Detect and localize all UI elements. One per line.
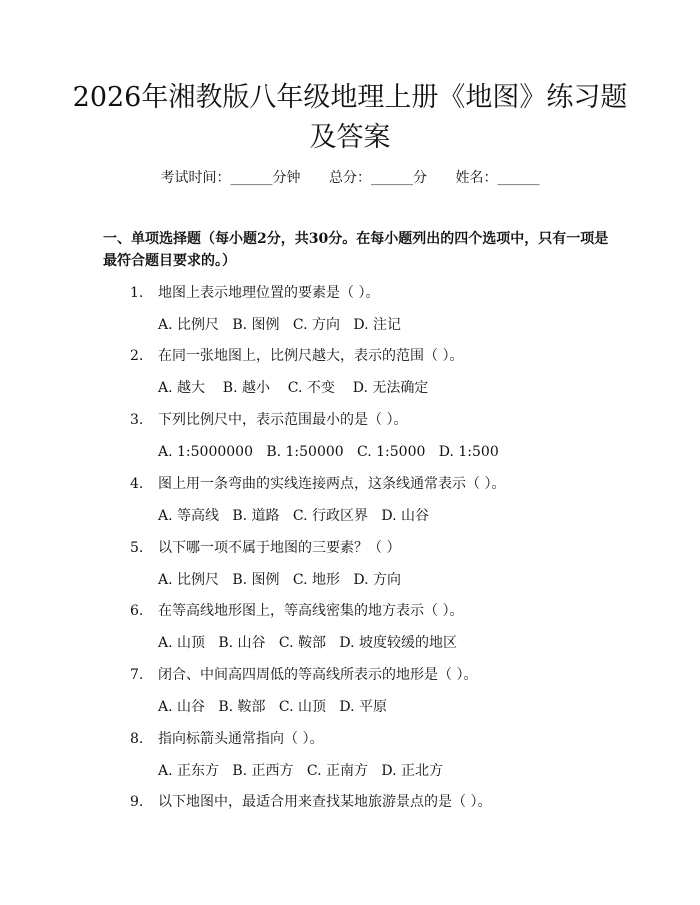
question-options: A. 山谷 B. 鞍部 C. 山顶 D. 平原 xyxy=(158,699,387,715)
question-text: 下列比例尺中，表示范围最小的是（ ）。 xyxy=(158,412,408,428)
question-text: 以下哪一项不属于地图的三要素？（ ） xyxy=(158,540,401,556)
question-text: 指向标箭头通常指向（ ）。 xyxy=(158,731,324,747)
question-text: 以下地图中，最适合用来查找某地旅游景点的是（ ）。 xyxy=(158,794,492,810)
question-options: A. 正东方 B. 正西方 C. 正南方 D. 正北方 xyxy=(158,763,443,779)
question-options: A. 等高线 B. 道路 C. 行政区界 D. 山谷 xyxy=(158,508,429,524)
question-number: 3. xyxy=(130,412,144,428)
question-text: 地图上表示地理位置的要素是（ ）。 xyxy=(158,285,380,301)
document-title: 2026年湘教版八年级地理上册《地图》练习题及答案 xyxy=(72,82,628,153)
exam-info-line xyxy=(0,168,700,188)
question-options: A. 比例尺 B. 图例 C. 方向 D. 注记 xyxy=(158,317,401,333)
question-options: A. 比例尺 B. 图例 C. 地形 D. 方向 xyxy=(158,572,401,588)
question-number: 5. xyxy=(130,540,144,556)
student-name-field: 姓名：______ xyxy=(455,170,540,186)
question-text: 闭合、中间高四周低的等高线所表示的地形是（ ）。 xyxy=(158,667,478,683)
question-number: 4. xyxy=(130,476,144,492)
question-text: 在同一张地图上，比例尺越大，表示的范围（ ）。 xyxy=(158,348,464,364)
question-number: 8. xyxy=(130,731,144,747)
question-options: A. 山顶 B. 山谷 C. 鞍部 D. 坡度较缓的地区 xyxy=(158,635,457,651)
question-number: 9. xyxy=(130,794,144,810)
total-score-field: 总分：______分 xyxy=(329,170,427,186)
question-text: 在等高线地形图上，等高线密集的地方表示（ ）。 xyxy=(158,603,464,619)
exam-time-field: 考试时间：______分钟 xyxy=(160,170,301,186)
question-number: 2. xyxy=(130,348,144,364)
question-options: A. 越大 B. 越小 C. 不变 D. 无法确定 xyxy=(158,380,429,396)
question-number: 7. xyxy=(130,667,144,683)
question-options: A. 1:5000000 B. 1:50000 C. 1:5000 D. 1:500 xyxy=(158,444,499,460)
question-text: 图上用一条弯曲的实线连接两点，这条线通常表示（ ）。 xyxy=(158,476,506,492)
section-heading: 一、单项选择题（每小题2分，共30分。在每小题列出的四个选项中，只有一项是最符合题目要求的。） xyxy=(103,231,609,269)
question-number: 6. xyxy=(130,603,144,619)
question-number: 1. xyxy=(130,285,144,301)
